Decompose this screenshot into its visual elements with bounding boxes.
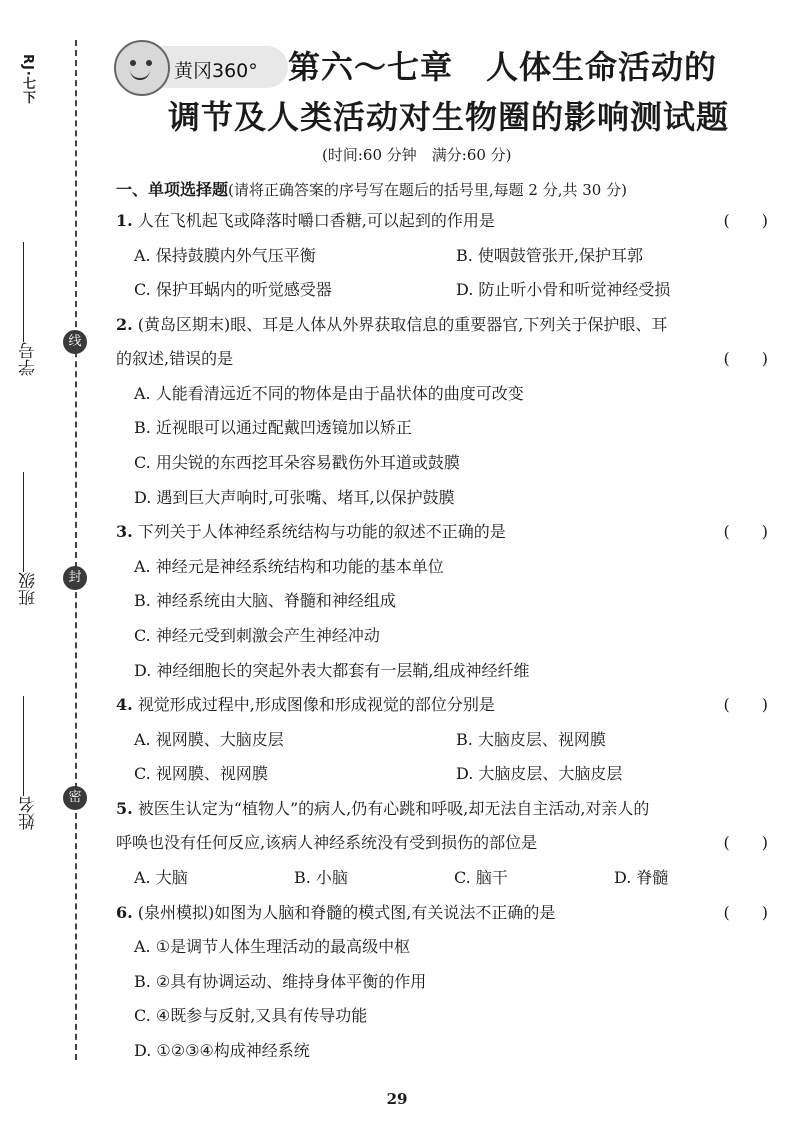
page-title-line1: 第六～七章 人体生命活动的 (288, 48, 718, 86)
answer-blank[interactable]: ( ) (723, 349, 768, 369)
question-number: 4. (116, 695, 133, 715)
question-text: 被医生认定为“植物人”的病人,仍有心跳和呼吸,却无法自主活动,对亲人的 (137, 798, 650, 818)
question-number: 6. (116, 902, 133, 922)
question-text: (黄岛区期末)眼、耳是人体从外界获取信息的重要器官,下列关于保护眼、耳 (137, 314, 668, 334)
name-field[interactable] (16, 690, 41, 830)
option-b[interactable]: B. 近视眼可以通过配戴凹透镜加以矫正 (134, 418, 412, 438)
cut-mark-seal: 封 (63, 566, 87, 590)
page-title-line2: 调节及人类活动对生物圈的影响测试题 (168, 98, 730, 136)
edition-label: RJ·七下 (20, 54, 35, 105)
question-text-cont: 的叙述,错误的是 (116, 349, 234, 369)
option-c[interactable]: C. 脑干 (454, 867, 508, 887)
question-1 (116, 204, 770, 308)
class-label: 班级 (19, 572, 39, 606)
option-a[interactable]: A. 人能看清远近不同的物体是由于晶状体的曲度可改变 (134, 383, 524, 403)
option-a[interactable]: A. 神经元是神经系统结构和功能的基本单位 (134, 556, 444, 576)
question-5 (116, 792, 770, 896)
option-c[interactable]: C. 神经元受到刺激会产生神经冲动 (134, 625, 380, 645)
name-label: 姓名 (19, 796, 39, 830)
option-d[interactable]: D. ①②③④构成神经系统 (134, 1040, 310, 1060)
question-number: 5. (116, 798, 133, 818)
answer-blank[interactable]: ( ) (723, 522, 768, 542)
question-number: 2. (116, 314, 133, 334)
question-6 (116, 896, 770, 1069)
cut-line (75, 40, 77, 1060)
option-c[interactable]: C. 保护耳蜗内的听觉感受器 (134, 280, 332, 300)
student-id-label: 学号 (19, 342, 39, 376)
exam-content (116, 176, 770, 1068)
question-number: 1. (116, 211, 133, 230)
option-b[interactable]: B. 使咽鼓管张开,保护耳郭 (456, 245, 644, 265)
question-text-cont: 呼唤也没有任何反应,该病人神经系统没有受到损伤的部位是 (116, 833, 538, 853)
option-c[interactable]: C. ④既参与反射,又具有传导功能 (134, 1006, 368, 1026)
exam-info: (时间:60 分钟 满分:60 分) (322, 146, 512, 164)
option-c[interactable]: C. 视网膜、视网膜 (134, 764, 268, 784)
option-b[interactable]: B. 小脑 (294, 867, 348, 887)
option-a[interactable]: A. 保持鼓膜内外气压平衡 (134, 245, 316, 265)
class-field[interactable] (16, 466, 41, 606)
section-title: 一、单项选择题 (116, 180, 229, 199)
question-4 (116, 688, 770, 792)
cut-mark-secret: 密 (63, 786, 87, 810)
section-heading (116, 176, 770, 204)
brand-badge (118, 46, 288, 88)
option-d[interactable]: D. 遇到巨大声响时,可张嘴、堵耳,以保护鼓膜 (134, 487, 455, 507)
option-b[interactable]: B. ②具有协调运动、维持身体平衡的作用 (134, 971, 427, 991)
option-b[interactable]: B. 神经系统由大脑、脊髓和神经组成 (134, 591, 396, 611)
question-2 (116, 308, 770, 516)
binding-margin (0, 0, 100, 1124)
question-3 (116, 515, 770, 688)
option-d[interactable]: D. 大脑皮层、大脑皮层 (456, 764, 623, 784)
option-b[interactable]: B. 大脑皮层、视网膜 (456, 729, 606, 749)
question-number: 3. (116, 522, 133, 542)
page-number: 29 (386, 1090, 408, 1108)
answer-blank[interactable]: ( ) (723, 833, 768, 853)
question-text: (泉州模拟)如图为人脑和脊髓的模式图,有关说法不正确的是 (137, 902, 556, 922)
question-text: 视觉形成过程中,形成图像和形成视觉的部位分别是 (137, 695, 495, 715)
question-text: 人在飞机起飞或降落时嚼口香糖,可以起到的作用是 (137, 211, 495, 230)
answer-blank[interactable]: ( ) (723, 902, 768, 922)
option-d[interactable]: D. 防止听小骨和听觉神经受损 (456, 280, 671, 300)
option-a[interactable]: A. ①是调节人体生理活动的最高级中枢 (134, 937, 411, 957)
option-a[interactable]: A. 大脑 (134, 867, 188, 887)
cut-mark-line: 线 (63, 330, 87, 354)
answer-blank[interactable]: ( ) (723, 695, 768, 715)
option-c[interactable]: C. 用尖锐的东西挖耳朵容易戳伤外耳道或鼓膜 (134, 452, 460, 472)
question-text: 下列关于人体神经系统结构与功能的叙述不正确的是 (137, 522, 506, 542)
section-note: (请将正确答案的序号写在题后的括号里,每题 2 分,共 30 分) (228, 181, 627, 199)
option-a[interactable]: A. 视网膜、大脑皮层 (134, 729, 284, 749)
mascot-icon (114, 40, 170, 96)
option-d[interactable]: D. 神经细胞长的突起外表大都套有一层鞘,组成神经纤维 (134, 660, 530, 680)
answer-blank[interactable]: ( ) (723, 211, 768, 230)
brand-name: 黄冈360° (174, 60, 258, 82)
student-id-field[interactable] (16, 236, 41, 376)
option-d[interactable]: D. 脊髓 (614, 867, 669, 887)
